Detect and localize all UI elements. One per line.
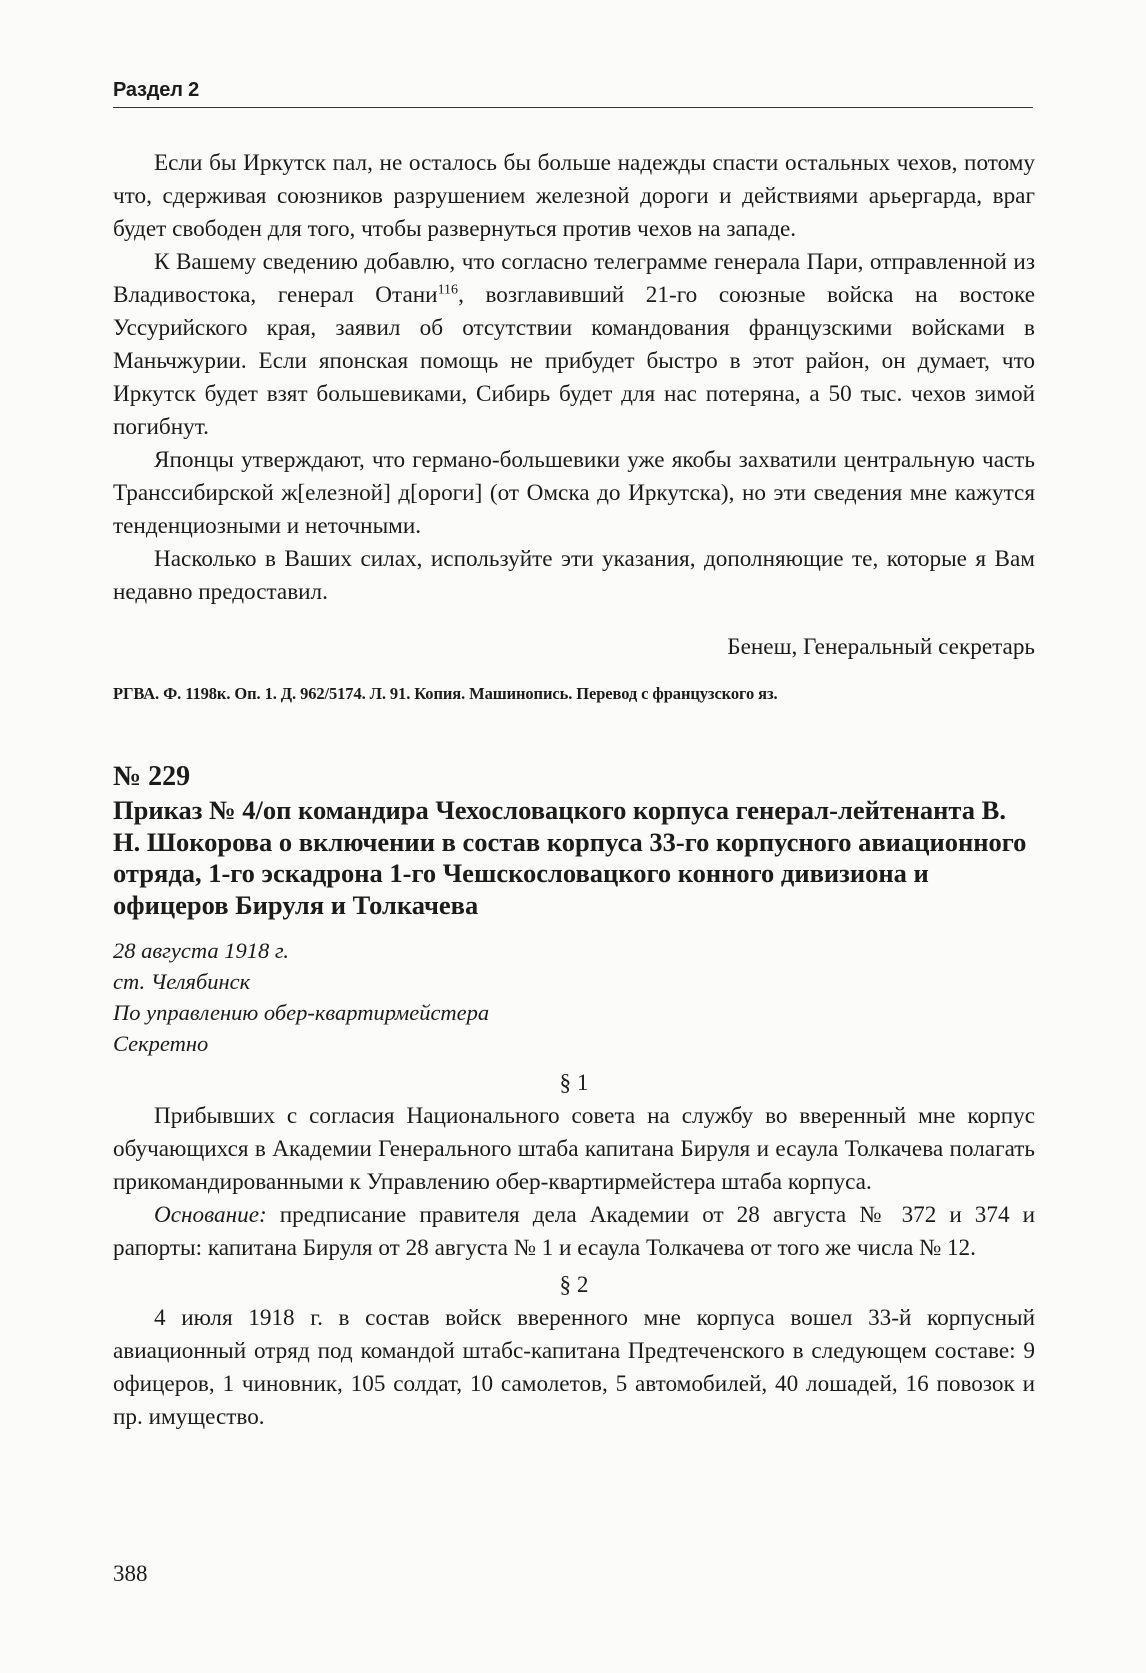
paragraph: Если бы Иркутск пал, не осталось бы больше надежды спасти остальных чехов, потому что, сдерживая союзников разрушением железной дороги и действиями арьергарда, враг будет свободен для того, чтобы развернуться против чехов на западе.	[113, 150, 1035, 242]
paragraph-text: К Вашему сведению добавлю, что согласно телеграмме генерала Пари, отправленной из Владивостока, генерал Отани	[113, 249, 1035, 308]
footnote-reference: 116	[437, 282, 459, 298]
page-content	[113, 147, 1035, 1434]
document-place: ст. Челябинск	[113, 969, 251, 994]
document-date: 28 августа 1918 г.	[113, 938, 290, 963]
paragraph: Прибывших с согласия Национального совета на службу во вверенный мне корпус обучающихся в Академии Генерального штаба капитана Бируля и есаула Толкачева полагать прикомандированными к Управлению обер-квартирмейстера штаба корпуса.	[113, 1103, 1035, 1195]
paragraph: Насколько в Ваших силах, используйте эти указания, дополняющие те, которые я Вам недавно предоставил.	[113, 546, 1035, 605]
signature: Бенеш, Генеральный секретарь	[727, 634, 1035, 660]
basis-text: предписание правителя дела Академии от 28 августа № 372 и 374 и рапорты: капитана Бируля от 28 августа № 1 и есаула Толкачева от того же числа № 12.	[113, 1202, 1035, 1261]
document-title: Приказ № 4/оп командира Чехословацкого корпуса генерал-лейтенанта В. Н. Шокорова о включении в состав корпуса 33-го корпусного авиационного отряда, 1-го эскадрона 1-го Чешскословацкого конного дивизиона и офицеров Бируля и Толкачева	[113, 795, 1027, 920]
paragraph: Японцы утверждают, что германо-большевики уже якобы захватили центральную часть Транссибирской ж[елезной] д[ороги] (от Омска до Иркутска), но эти сведения мне кажутся тенденциозными и неточными.	[113, 447, 1035, 539]
paragraph: 4 июля 1918 г. в состав войск вверенного мне корпуса вошел 33-й корпусный авиационный отряд под командой штабс-капитана Предтеченского в следующем составе: 9 офицеров, 1 чиновник, 105 солдат, 10 самолетов, 5 автомобилей, 40 лошадей, 16 повозок и пр. имущество.	[113, 1305, 1035, 1430]
paragraph-text: , возглавивший 21-го союзные войска на востоке Уссурийского края, заявил об отсутствии командования французскими войсками в Маньчжурии. Если японская помощь не прибудет быстро в этот район, он думает, что Иркутск будет взят большевиками, Сибирь будет для нас потеряна, а 50 тыс. чехов зимой погибнут.	[113, 282, 1035, 440]
page-number: 388	[113, 1561, 148, 1586]
section-label: Раздел 2	[113, 79, 199, 101]
basis-label: Основание:	[154, 1202, 267, 1228]
archive-source: РГВА. Ф. 1198к. Оп. 1. Д. 962/5174. Л. 91. Копия. Машинопись. Перевод с французского яз.	[113, 684, 778, 703]
paragraph	[113, 246, 1035, 444]
document-number: № 229	[113, 761, 191, 792]
document-classification: Секретно	[113, 1031, 209, 1056]
paragraph	[113, 1199, 1035, 1265]
section-mark-2: § 2	[559, 1272, 589, 1298]
document-department: По управлению обер-квартирмейстера	[113, 1000, 490, 1025]
section-mark-1: § 1	[559, 1070, 589, 1096]
running-header	[113, 80, 1033, 108]
